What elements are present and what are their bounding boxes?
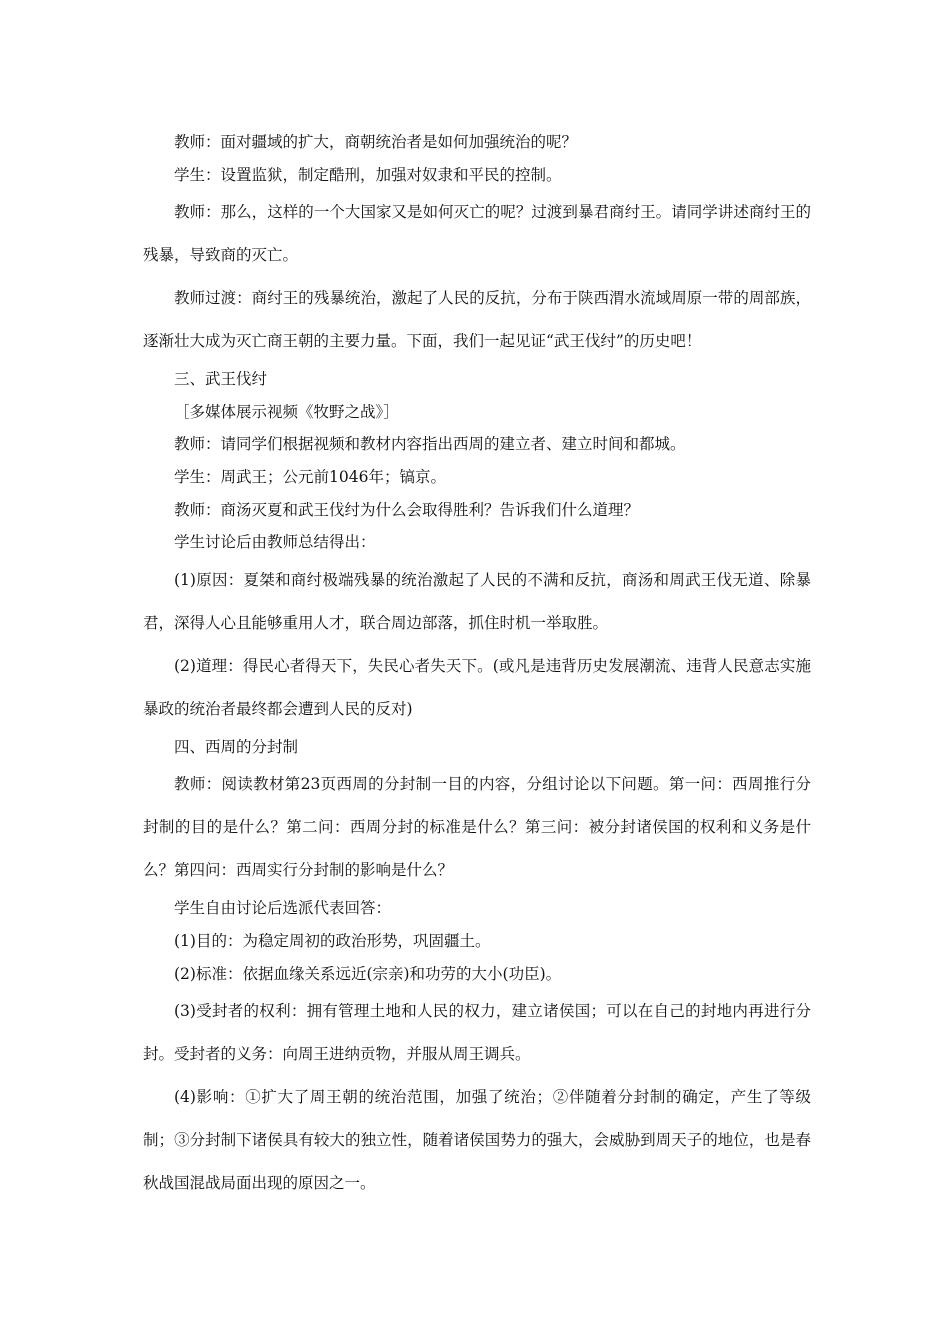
paragraph-teacher-transition-2: 教师过渡：商纣王的残暴统治，激起了人民的反抗，分布于陕西渭水流域周原一带的周部族，逐渐壮大成为灭亡商王朝的主要力量。下面，我们一起见证“武王伐纣”的历史吧！ xyxy=(143,289,811,351)
paragraph-teacher-question-3: 教师：商汤灭夏和武王伐纣为什么会取得胜利？告诉我们什么道理？ xyxy=(174,500,640,519)
section-heading-4: 四、西周的分封制 xyxy=(174,737,299,756)
paragraph-teacher-question-4: 教师：阅读教材第23页西周的分封制一目的内容，分组讨论以下问题。第一问：西周推行分封制的目的是什么？第二问：西周分封的标准是什么？第三问：被分封诸侯国的权利和义务是什么？第四问：西周实行分封制的影响是什么？ xyxy=(143,775,811,880)
paragraph-discussion-intro: 学生讨论后由教师总结得出： xyxy=(174,533,376,552)
section-heading-3: 三、武王伐纣 xyxy=(174,370,268,389)
paragraph-teacher-question-1: 教师：面对疆域的扩大，商朝统治者是如何加强统治的呢？ xyxy=(174,133,578,151)
paragraph-student-answer-2: 学生：周武王；公元前1046年；镐京。 xyxy=(174,467,446,486)
paragraph-reason: (1)原因：夏桀和商纣极端残暴的统治激起了人民的不满和反抗，商汤和周武王伐无道、除暴君，深得人心且能够重用人才，联合周边部落，抓住时机一举取胜。 xyxy=(143,570,811,632)
paragraph-standard: (2)标准：依据血缘关系远近(宗亲)和功劳的大小(功臣)。 xyxy=(174,964,562,983)
document-body xyxy=(143,126,811,1205)
paragraph-lesson: (2)道理：得民心者得天下，失民心者失天下。(或凡是违背历史发展潮流、违背人民意志实施暴政的统治者最终都会遭到人民的反对) xyxy=(143,656,811,718)
paragraph-media-note: ［多媒体展示视频《牧野之战》］ xyxy=(174,402,399,421)
paragraph-student-answer-1: 学生：设置监狱，制定酷刑，加强对奴隶和平民的控制。 xyxy=(174,165,562,184)
paragraph-teacher-question-2: 教师：请同学们根据视频和教材内容指出西周的建立者、建立时间和都城。 xyxy=(174,435,686,454)
paragraph-student-representatives: 学生自由讨论后选派代表回答： xyxy=(174,899,392,918)
paragraph-rights-duties: (3)受封者的权利：拥有管理土地和人民的权力，建立诸侯国；可以在自己的封地内再进行分封。受封者的义务：向周王进纳贡物，并服从周王调兵。 xyxy=(143,1002,811,1064)
paragraph-teacher-transition-1: 教师：那么，这样的一个大国家又是如何灭亡的呢？过渡到暴君商纣王。请同学讲述商纣王的残暴，导致商的灭亡。 xyxy=(143,203,811,265)
paragraph-purpose: (1)目的：为稳定周初的政治形势，巩固疆土。 xyxy=(174,931,491,950)
paragraph-impact: (4)影响：①扩大了周王朝的统治范围，加强了统治；②伴随着分封制的确定，产生了等级制；③分封制下诸侯具有较大的独立性，随着诸侯国势力的强大，会威胁到周天子的地位，也是春秋战国混战局面出现的原因之一。 xyxy=(143,1088,811,1193)
